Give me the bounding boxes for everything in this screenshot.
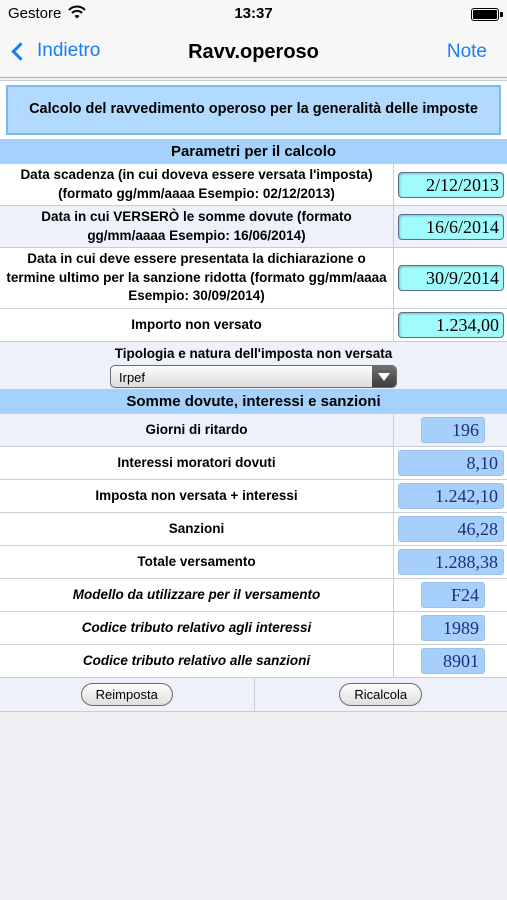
interest-code-row [0, 611, 507, 644]
note-button[interactable]: Note [446, 41, 487, 62]
page-title: Ravv.operoso [188, 41, 319, 63]
tax-plus-interest-cell [393, 480, 507, 512]
interest-code-value: 1989 [421, 615, 485, 641]
penalties-row [0, 512, 507, 545]
action-bar [0, 677, 507, 711]
back-label: Indietro [37, 40, 101, 61]
battery-icon [471, 8, 499, 21]
recalculate-button[interactable]: Ricalcola [339, 683, 422, 706]
tax-type-row [0, 341, 507, 389]
total-payment-row [0, 545, 507, 578]
payment-date-label: Data in cui VERSERÒ le somme dovute (formato gg/mm/aaaa Esempio: 16/06/2014) [0, 206, 393, 247]
results-section-title: Somme dovute, interessi e sanzioni [0, 389, 507, 413]
declaration-date-input[interactable]: 30/9/2014 [398, 265, 504, 291]
status-bar [0, 0, 507, 28]
penalties-cell [393, 513, 507, 545]
total-payment-cell [393, 546, 507, 578]
tax-plus-interest-label: Imposta non versata + interessi [95, 487, 298, 503]
interest-value: 8,10 [398, 450, 504, 476]
calculator-form [0, 80, 507, 712]
tax-type-selected: Irpef [119, 370, 146, 385]
penalties-label: Sanzioni [168, 520, 225, 536]
interest-cell [393, 447, 507, 479]
tax-plus-interest-value: 1.242,10 [398, 483, 504, 509]
penalty-code-cell [393, 645, 507, 677]
battery-level [473, 10, 497, 19]
due-date-input[interactable]: 2/12/2013 [398, 172, 504, 198]
interest-label: Interessi moratori dovuti [117, 454, 276, 470]
penalty-code-label: Codice tributo relativo alle sanzioni [82, 652, 311, 668]
payment-date-cell [393, 206, 507, 247]
form-header: Calcolo del ravvedimento operoso per la generalità delle imposte [6, 85, 501, 135]
carrier-label: Gestore [8, 5, 62, 22]
payment-model-cell [393, 579, 507, 611]
payment-date-input[interactable]: 16/6/2014 [398, 214, 504, 240]
due-date-row [0, 163, 507, 205]
interest-row [0, 446, 507, 479]
chevron-down-icon [372, 366, 396, 387]
penalties-value: 46,28 [398, 516, 504, 542]
total-payment-label: Totale versamento [137, 553, 256, 569]
unpaid-amount-label: Importo non versato [131, 316, 262, 332]
navigation-bar [0, 28, 507, 78]
params-section-title: Parametri per il calcolo [0, 139, 507, 163]
delay-days-value: 196 [421, 417, 485, 443]
reset-button[interactable]: Reimposta [81, 683, 173, 706]
tax-plus-interest-row [0, 479, 507, 512]
penalty-code-row [0, 644, 507, 677]
recalc-cell [254, 678, 507, 711]
payment-model-label: Modello da utilizzare per il versamento [72, 586, 321, 602]
payment-date-row [0, 205, 507, 247]
unpaid-amount-input[interactable]: 1.234,00 [398, 312, 504, 338]
reset-cell [0, 678, 254, 711]
due-date-cell [393, 164, 507, 205]
battery-nub [500, 12, 503, 17]
tax-type-select[interactable] [110, 365, 397, 388]
delay-days-cell [393, 414, 507, 446]
status-time: 13:37 [234, 5, 273, 22]
penalty-code-value: 8901 [421, 648, 485, 674]
back-button[interactable] [8, 40, 100, 62]
declaration-date-row [0, 247, 507, 308]
delay-days-label: Giorni di ritardo [0, 414, 393, 446]
chevron-left-icon [11, 42, 29, 60]
payment-model-value: F24 [421, 582, 485, 608]
delay-days-row [0, 413, 507, 446]
total-payment-value: 1.288,38 [398, 549, 504, 575]
interest-code-label: Codice tributo relativo agli interessi [81, 619, 312, 635]
due-date-label: Data scadenza (in cui doveva essere versata l'imposta) (formato gg/mm/aaaa Esempio: 02/12/2013) [20, 166, 373, 201]
payment-model-row [0, 578, 507, 611]
declaration-date-cell [393, 248, 507, 308]
declaration-date-label: Data in cui deve essere presentata la dichiarazione o termine ultimo per la sanzione ridotta (formato gg/mm/aaaa Esempio: 30/09/2014) [6, 250, 387, 304]
tax-type-label: Tipologia e natura dell'imposta non versata [114, 346, 393, 361]
unpaid-amount-row [0, 308, 507, 341]
interest-code-cell [393, 612, 507, 644]
unpaid-amount-cell [393, 309, 507, 341]
